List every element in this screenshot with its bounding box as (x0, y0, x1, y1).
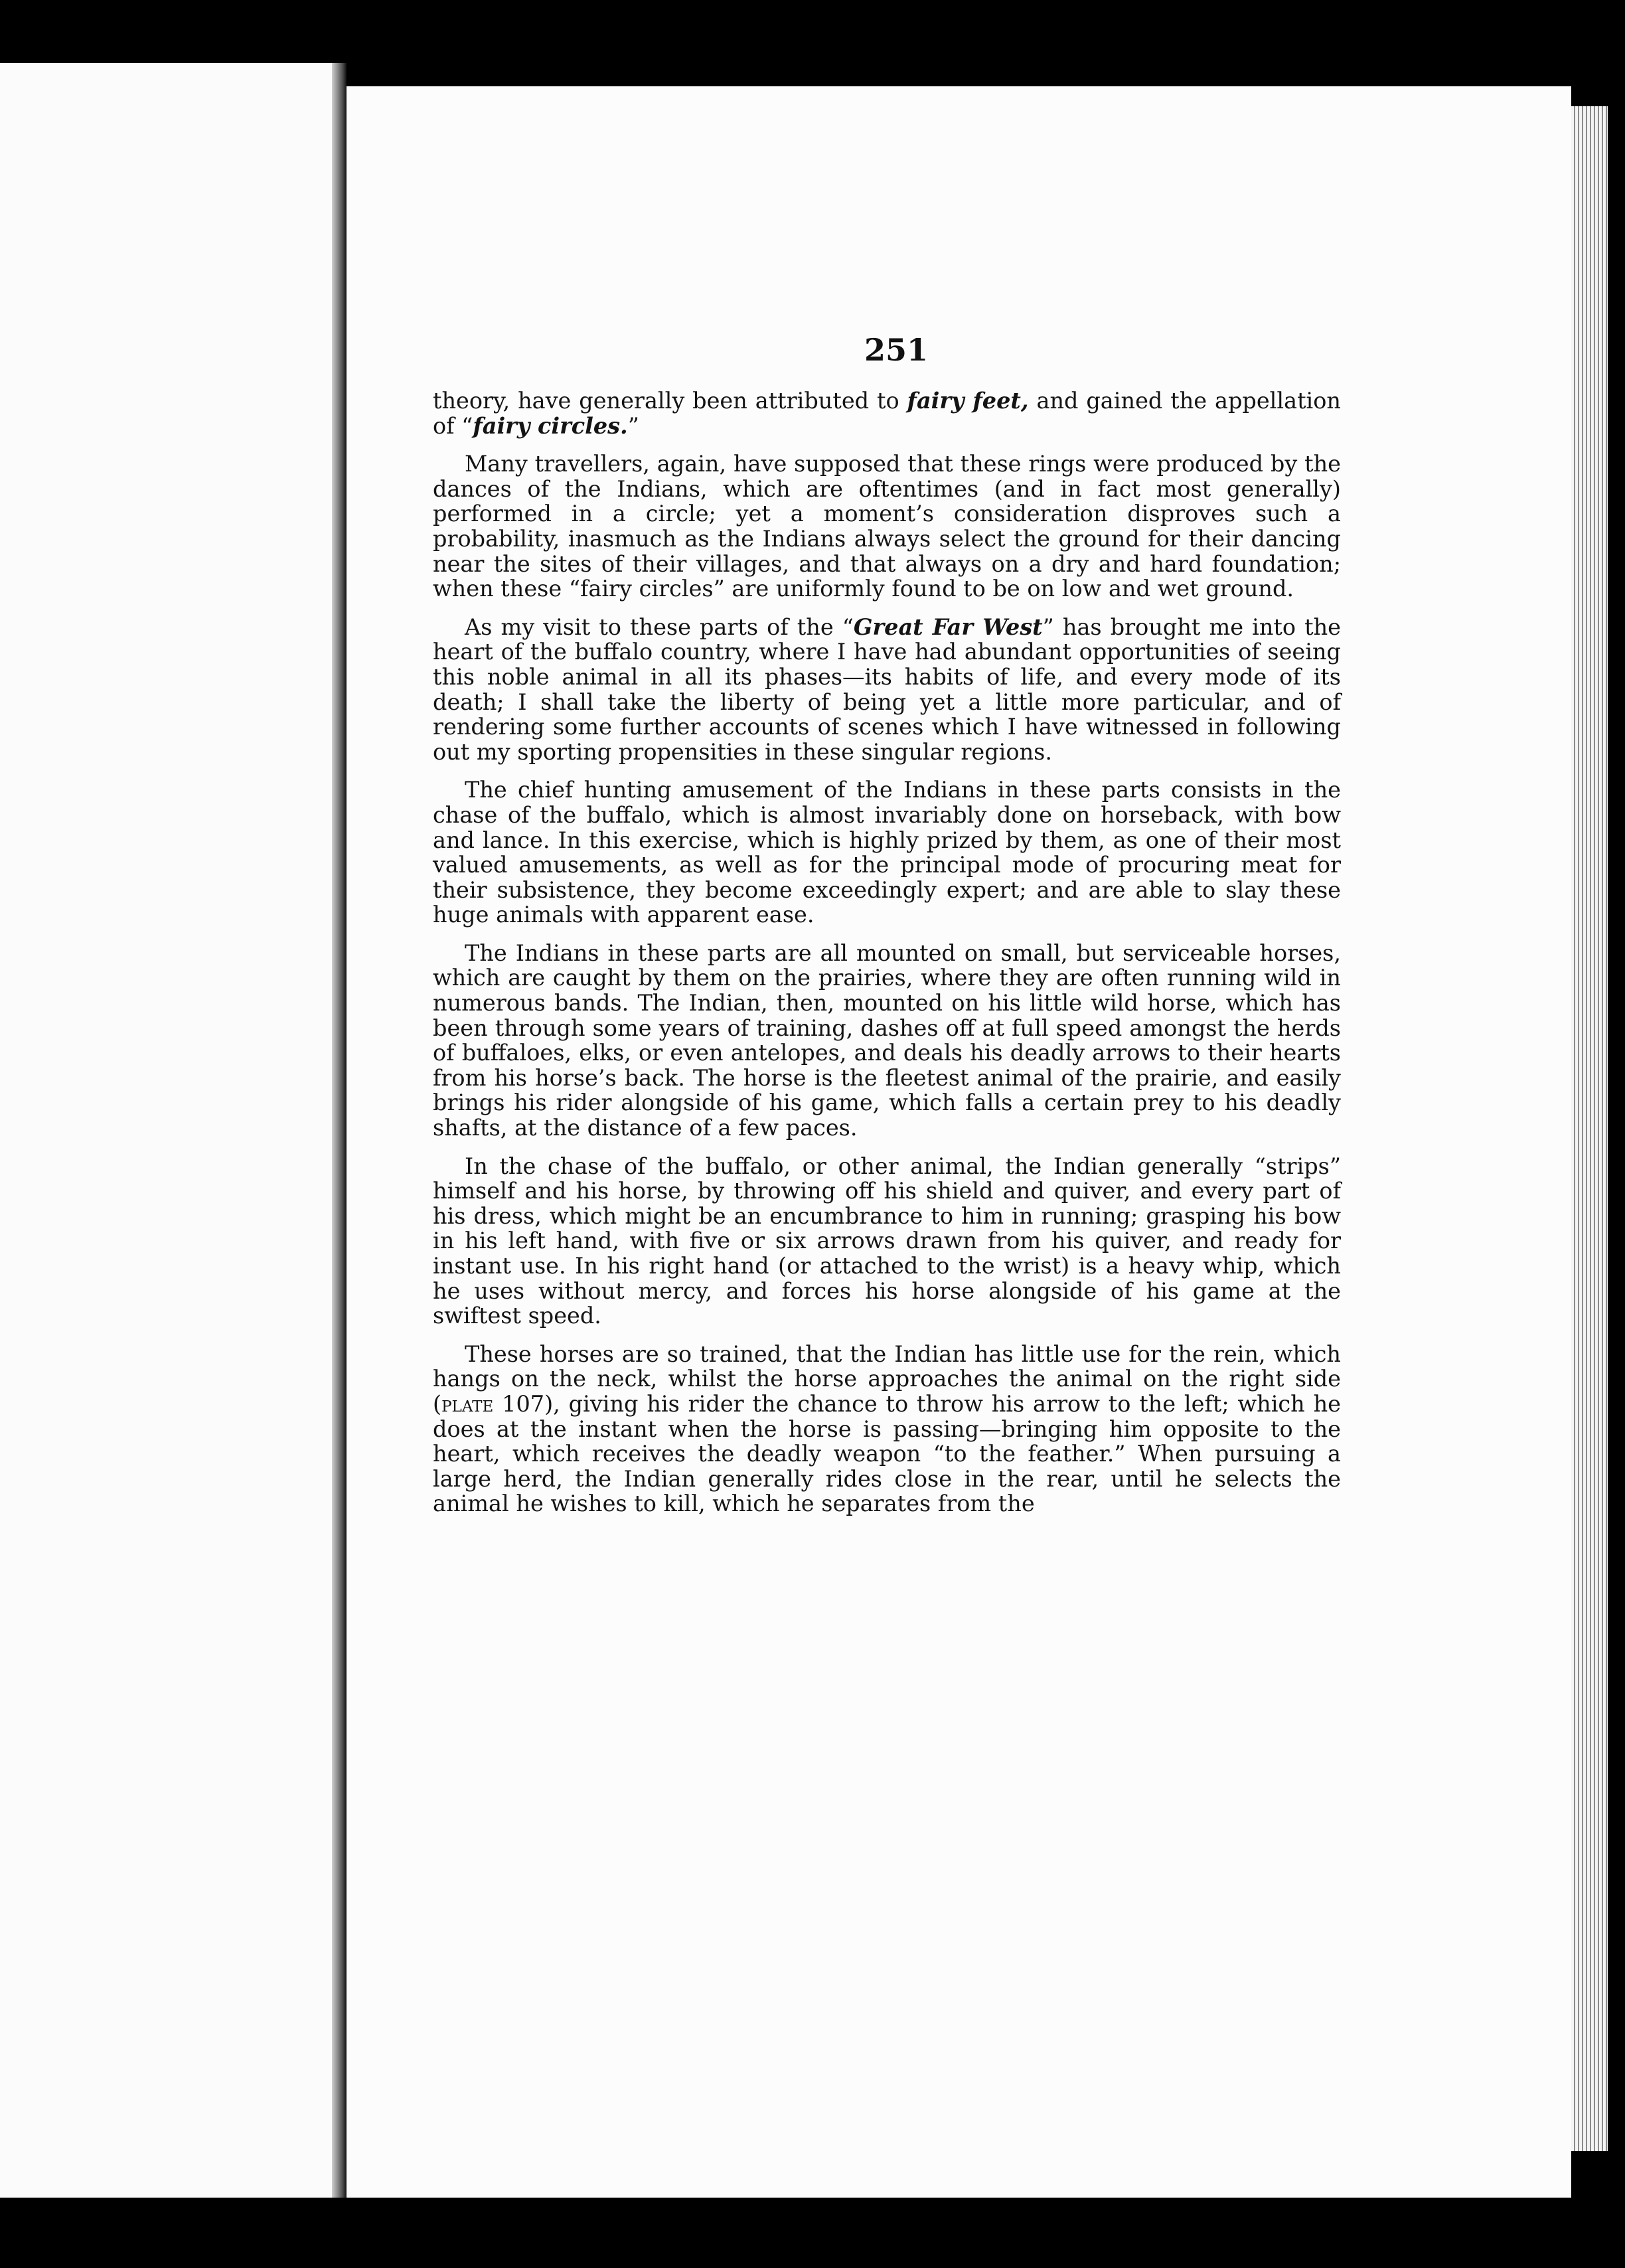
paragraph-6: In the chase of the buffalo, or other animal, the Indian generally “strips” himself and his horse, by throwing off his shield and quiver, and every part of his dress, which might be an encumbrance to him in running; grasping his bow in his left hand, with five or six arrows drawn from his quiver, and ready for instant use. In his right hand (or attached to the wrist) is a heavy whip, which he uses without mercy, and forces his horse alongside of his game at the swiftest speed. (433, 1153, 1341, 1329)
paragraph-7 (433, 1342, 1341, 1516)
page-edges (1571, 106, 1608, 2151)
plate-reference: plate (441, 1390, 494, 1417)
paragraph-1-text-b: and gained the appellation of “ (433, 388, 1341, 439)
paragraph-7-text-a: These horses are so trained, that the Indian has little use for the rein, which hangs on the neck, whilst the horse approaches the animal on the right side ( (433, 1340, 1341, 1417)
paragraph-1-text-a: theory, have generally been attributed to (433, 388, 907, 414)
paragraph-1 (433, 388, 1341, 438)
paragraph-1-text-c: ” (627, 412, 639, 439)
italic-fairy-feet: fairy feet, (907, 388, 1029, 414)
paragraph-3-text-a: As my visit to these parts of the “ (465, 613, 854, 640)
paragraph-3-text-b: ” has brought me into the heart of the buffalo country, where I have had abundant opportunities of seeing this noble animal in all its phases—its habits of life, and every mode of its death; I shall take the liberty of being yet a little more particular, and of rendering some further accounts of scenes which I have witnessed in following out my sporting propensities in these singular regions. (433, 613, 1341, 765)
paragraph-3 (433, 615, 1341, 765)
paragraph-2: Many travellers, again, have supposed that these rings were produced by the dances of the Indians, which are oftentimes (and in fact most generally) performed in a circle; yet a moment’s consideration disproves such a probability, inasmuch as the Indians always select the ground for their dancing near the sites of their villages, and that always on a dry and hard foundation; when these “fairy circles” are uniformly found to be on low and wet ground. (433, 451, 1341, 602)
page-body-text (433, 388, 1341, 1530)
italic-great-far-west: Great Far West (853, 613, 1043, 640)
left-page-blank (0, 63, 332, 2198)
italic-fairy-circles: fairy circles. (473, 412, 628, 439)
paragraph-5: The Indians in these parts are all mounted on small, but serviceable horses, which are caught by them on the prairies, where they are often running wild in numerous bands. The Indian, then, mounted on his little wild horse, which has been through some years of training, dashes off at full speed amongst the herds of buffaloes, elks, or even antelopes, and deals his deadly arrows to their hearts from his horse’s back. The horse is the fleetest animal of the prairie, and easily brings his rider alongside of his game, which falls a certain prey to his deadly shafts, at the distance of a few paces. (433, 939, 1341, 1141)
page-number: 251 (864, 332, 929, 368)
book-gutter (332, 63, 347, 2198)
paragraph-7-text-b: 107), giving his rider the chance to throw his arrow to the left; which he does at the instant when the horse is passing—bringing him opposite to the heart, which receives the deadly weapon “to the feather.” When pursuing a large herd, the Indian generally rides close in the rear, until he selects the animal he wishes to kill, which he separates from the (433, 1390, 1341, 1517)
paragraph-4: The chief hunting amusement of the Indians in these parts consists in the chase of the buffalo, which is almost invariably done on horseback, with bow and lance. In this exercise, which is highly prized by them, as one of their most valued amusements, as well as for the principal mode of procuring meat for their subsistence, they become exceedingly expert; and are able to slay these huge animals with apparent ease. (433, 777, 1341, 928)
